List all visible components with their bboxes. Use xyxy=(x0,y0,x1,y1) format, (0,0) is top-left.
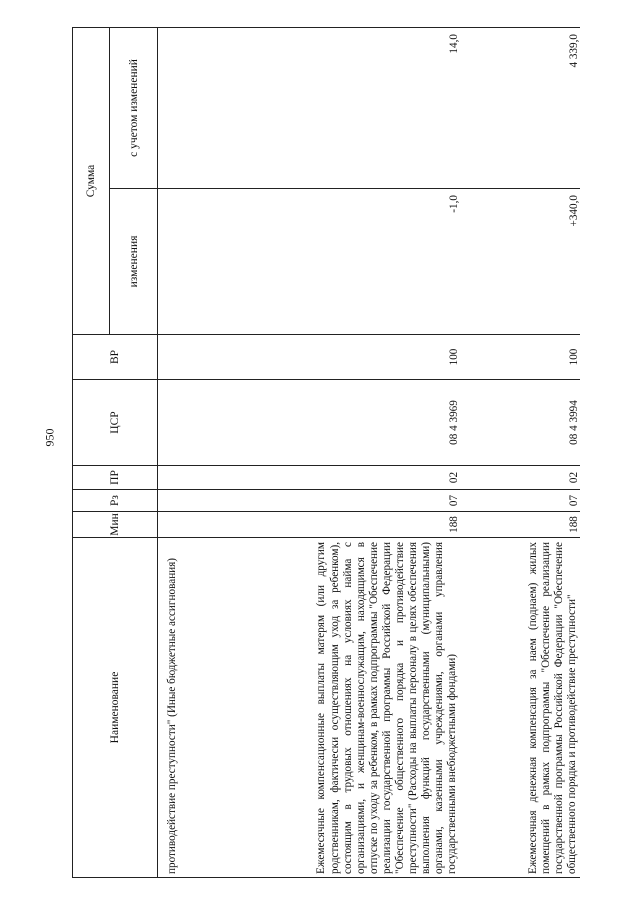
header-csr: ЦСР xyxy=(73,380,158,466)
page-number: 950 xyxy=(42,428,57,447)
continuation-text: противодействие преступности" (Иные бюджетные ассигнования) xyxy=(158,538,188,878)
row-rz: 07 xyxy=(460,490,580,512)
header-name: Наименование xyxy=(73,538,158,878)
header-pr: ПР xyxy=(73,466,158,490)
row-name: Ежемесячные компенсационные выплаты матерям (или другим родственникам, фактически осуществляющим уход за ребенком), состоящим в трудовых отношениях на условиях найма с организациями, и женщинам-военнослужащим, находящимся в отпуске по уходу за ребенком, в рамках подпрограммы "Обеспечение реализации государственной программы Российской Федерации "Обеспечение общественного порядка и противодействие преступности" (Расходы на выплаты персоналу в целях обеспечения выполнения функций государственными (муниципальными) органами, казенными учреждениями, органами управления государственными внебюджетными фондами) xyxy=(188,538,460,878)
row-csr: 08 4 3969 xyxy=(188,380,460,466)
row-min: 188 xyxy=(460,512,580,538)
header-min: Мин xyxy=(73,512,158,538)
row-change: +340,0 xyxy=(460,189,580,335)
row-min: 188 xyxy=(188,512,460,538)
header-rz: Рз xyxy=(73,490,158,512)
table-row-continuation xyxy=(158,27,188,877)
header-with-change: с учетом изменений xyxy=(110,27,158,188)
row-total: 4 339,0 xyxy=(460,27,580,188)
table-row xyxy=(460,27,580,877)
row-name: Ежемесячная денежная компенсация за наем (поднаем) жилых помещений в рамках подпрограммы "Обеспечение реализации государственной программы Российской Федерации "Обеспечение общественного порядка и противодействие преступности" xyxy=(460,538,580,878)
row-change: -1,0 xyxy=(188,189,460,335)
budget-table xyxy=(72,27,580,878)
row-vr: 100 xyxy=(460,335,580,380)
header-change: изменения xyxy=(110,189,158,335)
row-csr: 08 4 3994 xyxy=(460,380,580,466)
row-total: 14,0 xyxy=(188,27,460,188)
row-vr: 100 xyxy=(188,335,460,380)
header-sum: Сумма xyxy=(73,27,110,334)
row-pr: 02 xyxy=(460,466,580,490)
table-row xyxy=(188,27,460,877)
row-pr: 02 xyxy=(188,466,460,490)
header-vr: ВР xyxy=(73,335,158,380)
row-rz: 07 xyxy=(188,490,460,512)
rotated-page xyxy=(72,28,640,878)
